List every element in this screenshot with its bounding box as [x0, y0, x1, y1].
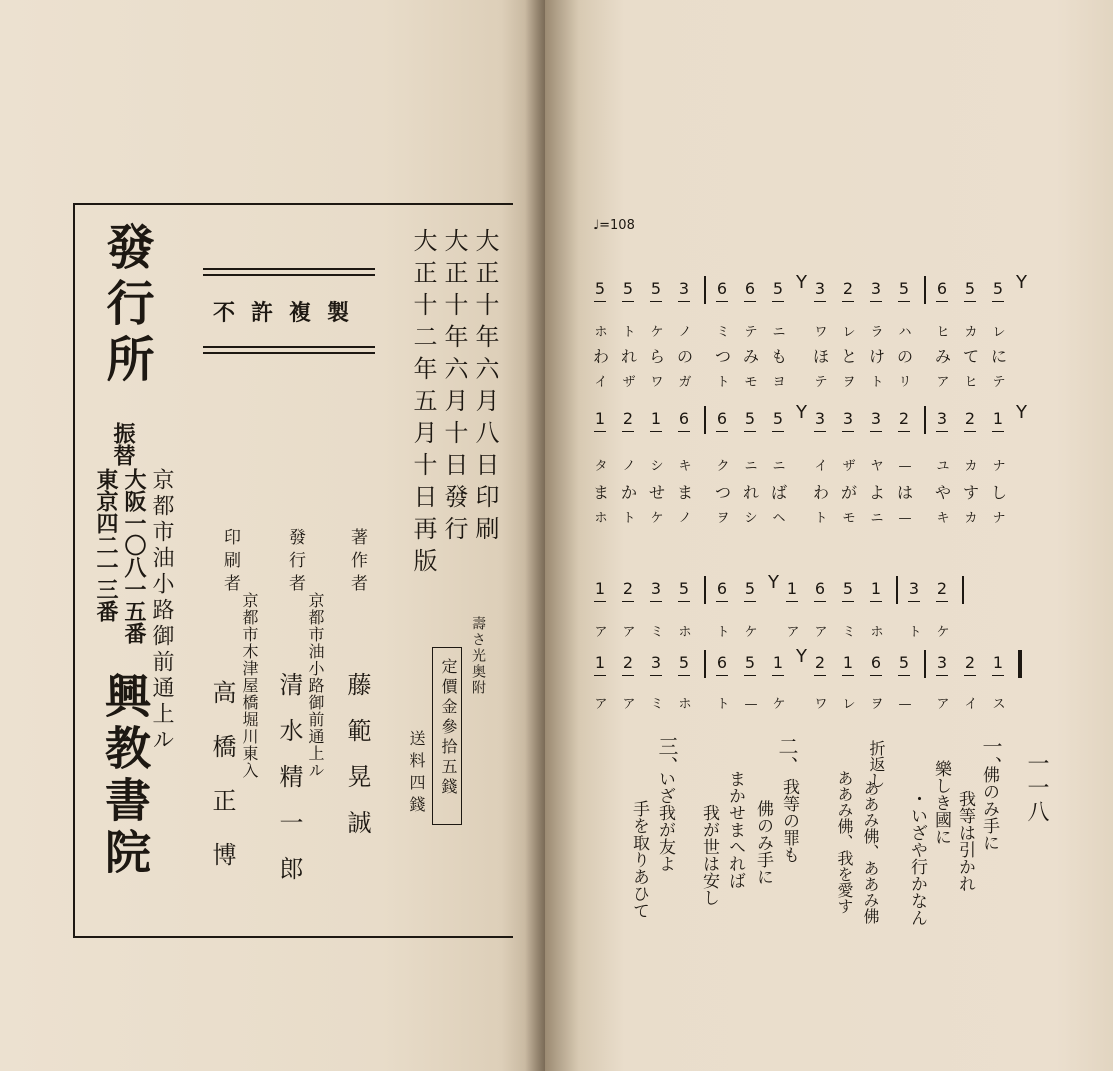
lyric-syllable: ヘ [772, 511, 786, 526]
barline [704, 406, 706, 434]
lyric-syllable: — [744, 697, 758, 712]
verse-1-line-4: ・いざや行かなん [907, 790, 927, 926]
lyric-syllable: ト [716, 697, 730, 712]
lyric-syllable: ザ [622, 375, 636, 390]
lyric-syllable: か [620, 483, 637, 502]
page-number: 一一八 [1024, 752, 1049, 824]
lyric-syllable: ア [622, 625, 636, 640]
lyric-syllable: ヤ [870, 459, 884, 474]
lyric-syllable: ヲ [716, 511, 730, 526]
publisher-address: 京都市油小路御前通上ル [306, 592, 325, 779]
lyric-syllable: テ [744, 325, 758, 340]
verse-2-line-3: まかせまへれば [725, 770, 745, 889]
lyric-syllable: に [990, 347, 1007, 366]
note: 5 [674, 578, 694, 600]
barline [924, 650, 926, 678]
lyric-syllable: ケ [744, 625, 758, 640]
lyric-row [590, 346, 1007, 368]
note: 6 [810, 578, 830, 600]
lyric-syllable: ノ [678, 511, 692, 526]
lyric-syllable: カ [964, 325, 978, 340]
lyric-syllable: イ [964, 697, 978, 712]
lyric-syllable: よ [868, 483, 885, 502]
lyric-syllable: ア [814, 625, 828, 640]
lyric-syllable: — [898, 697, 912, 712]
barline [704, 576, 706, 604]
lyric-syllable: ア [786, 625, 800, 640]
lyric-syllable: れ [620, 347, 637, 366]
note: 5 [838, 578, 858, 600]
copyright-badge: 不許複製 [212, 300, 365, 326]
lyric-syllable: わ [812, 483, 829, 502]
note: 2 [618, 652, 638, 674]
lyric-syllable: ば [770, 483, 787, 502]
lyric-syllable: シ [744, 511, 758, 526]
lyric-syllable: — [898, 511, 912, 526]
music-row-4 [590, 646, 1004, 674]
lyric-syllable: レ [992, 325, 1006, 340]
lyric-syllable: ら [648, 347, 665, 366]
lyric-row [590, 322, 1006, 344]
lyric-syllable: ハ [898, 325, 912, 340]
office-name: 興教書院 [98, 672, 152, 880]
lyric-syllable: み [742, 347, 759, 366]
copyright-badge-frame [203, 268, 375, 356]
verse-3-label: 三、 [655, 736, 679, 776]
lyric-syllable: の [896, 347, 913, 366]
note: 3 [932, 408, 952, 430]
lyric-syllable: の [676, 347, 693, 366]
note: 3 [904, 578, 924, 600]
note: 2 [960, 408, 980, 430]
verse-2-line-1: 佛のみ手に [753, 800, 773, 885]
verse-2-label: 二、 [775, 736, 799, 776]
lyric-syllable: ほ [812, 347, 829, 366]
lyric-syllable: ヒ [964, 375, 978, 390]
note: 3 [932, 652, 952, 674]
barline [924, 276, 926, 304]
lyric-syllable: ま [676, 483, 693, 502]
lyric-syllable: ワ [650, 375, 664, 390]
lyric-syllable: ト [870, 375, 884, 390]
lyric-syllable: ト [716, 375, 730, 390]
note: 3 [810, 408, 830, 430]
lyric-syllable: ア [936, 697, 950, 712]
barline [704, 650, 706, 678]
note: 3 [810, 278, 830, 300]
furikae-accounts: 大阪一〇八一五番 東京四二一三番 [93, 468, 147, 644]
note: 6 [712, 278, 732, 300]
music-row-3 [590, 572, 1000, 600]
verse-2-line-2: 我等の罪も [779, 778, 799, 863]
lyric-syllable: ク [716, 459, 730, 474]
lyric-syllable: ナ [992, 511, 1006, 526]
music-row-1 [590, 272, 1027, 300]
note: 6 [674, 408, 694, 430]
lyric-syllable: ラ [870, 325, 884, 340]
lyric-syllable: ホ [594, 325, 608, 340]
lyric-syllable: ワ [814, 325, 828, 340]
verse-3-line-2: 手を取りあひて [629, 800, 649, 919]
lyric-row [590, 622, 1000, 644]
lyric-syllable: せ [648, 483, 665, 502]
note: 2 [810, 652, 830, 674]
breath-mark: Y [796, 272, 807, 293]
note: 1 [590, 408, 610, 430]
lyric-syllable: ヒ [936, 325, 950, 340]
lyric-syllable: ま [592, 483, 609, 502]
lyric-syllable: ア [594, 697, 608, 712]
lyric-syllable: ガ [678, 375, 692, 390]
note: 1 [646, 408, 666, 430]
barline [924, 406, 926, 434]
lyric-syllable: リ [898, 375, 912, 390]
print-date: 大正十年六月八日印刷 [471, 228, 499, 548]
note: 1 [782, 578, 802, 600]
music-row-2 [590, 402, 1027, 430]
lyric-row [590, 508, 1006, 530]
verse-1-line-1: 佛のみ手に [979, 766, 999, 851]
author-name: 藤範晃誠 [343, 672, 371, 856]
lyric-syllable: カ [964, 511, 978, 526]
note: 2 [618, 408, 638, 430]
note: 1 [590, 578, 610, 600]
furikae-label: 振替 [110, 422, 136, 466]
note: 1 [988, 652, 1008, 674]
note: 5 [960, 278, 980, 300]
note: 5 [740, 408, 760, 430]
author-role: 著作者 [347, 528, 367, 597]
note: 5 [618, 278, 638, 300]
lyric-syllable: ア [594, 625, 608, 640]
lyric-syllable: レ [842, 697, 856, 712]
lyric-syllable: ケ [936, 625, 950, 640]
barline [1018, 650, 1022, 678]
note: 6 [712, 408, 732, 430]
lyric-syllable: イ [814, 459, 828, 474]
verse-1-label: 一、 [979, 736, 1003, 776]
lyric-syllable: キ [936, 511, 950, 526]
note: 5 [768, 278, 788, 300]
lyric-syllable: ケ [772, 697, 786, 712]
lyric-syllable: カ [964, 459, 978, 474]
note: 2 [894, 408, 914, 430]
refrain-label: 折返し [867, 740, 886, 788]
lyric-syllable: テ [992, 375, 1006, 390]
lyric-syllable: ミ [650, 625, 664, 640]
refrain-line-2: ああみ佛、我を愛す [835, 770, 854, 914]
lyric-syllable: ニ [772, 325, 786, 340]
note: 2 [838, 278, 858, 300]
note: 3 [866, 278, 886, 300]
note: 3 [838, 408, 858, 430]
barline [962, 576, 964, 604]
price: 定價金參拾五錢 [439, 658, 458, 798]
note: 3 [866, 408, 886, 430]
breath-mark: Y [1016, 402, 1027, 423]
note: 1 [838, 652, 858, 674]
refrain-line-1: ああみ佛、ああみ佛 [861, 780, 880, 924]
breath-mark: Y [768, 572, 779, 593]
office-address: 京都市油小路御前通上ル [149, 468, 174, 754]
note: 3 [646, 578, 666, 600]
note: 5 [768, 408, 788, 430]
note: 5 [740, 578, 760, 600]
postage: 送料四錢 [407, 730, 426, 818]
note: 5 [590, 278, 610, 300]
lyric-syllable: シ [650, 459, 664, 474]
lyric-syllable: キ [678, 459, 692, 474]
lyric-syllable: が [840, 483, 857, 502]
barline [704, 276, 706, 304]
lyric-syllable: ナ [992, 459, 1006, 474]
note: 1 [768, 652, 788, 674]
publisher-role: 發行者 [285, 528, 305, 597]
left-page [0, 0, 545, 1071]
lyric-row [590, 456, 1006, 478]
lyric-syllable: ケ [650, 511, 664, 526]
lyric-syllable: ホ [678, 697, 692, 712]
lyric-row [590, 694, 1006, 716]
note: 5 [894, 278, 914, 300]
note: 6 [712, 652, 732, 674]
lyric-syllable: ミ [650, 697, 664, 712]
note: 2 [932, 578, 952, 600]
lyric-syllable: ザ [842, 459, 856, 474]
note: 6 [740, 278, 760, 300]
publisher-name: 清水精一郎 [275, 672, 303, 902]
lyric-syllable: て [962, 347, 979, 366]
note: 6 [712, 578, 732, 600]
lyric-syllable: ユ [936, 459, 950, 474]
tempo-marking [593, 218, 635, 233]
lyric-syllable: ニ [870, 511, 884, 526]
lyric-syllable: モ [744, 375, 758, 390]
lyric-syllable: ノ [622, 459, 636, 474]
lyric-syllable: も [770, 347, 787, 366]
lyric-syllable: す [962, 483, 979, 502]
note: 5 [646, 278, 666, 300]
lyric-syllable: ヲ [870, 697, 884, 712]
lyric-row [590, 482, 1007, 504]
lyric-syllable: み [934, 347, 951, 366]
note: 6 [932, 278, 952, 300]
breath-mark: Y [796, 402, 807, 423]
note: 5 [674, 652, 694, 674]
barline [896, 576, 898, 604]
lyric-syllable: ホ [594, 511, 608, 526]
issue-date: 大正十年六月十日發行 [440, 228, 468, 548]
note: 1 [866, 578, 886, 600]
lyric-syllable: ヲ [842, 375, 856, 390]
lyric-syllable: ミ [842, 625, 856, 640]
lyric-syllable: ホ [870, 625, 884, 640]
lyric-syllable: — [898, 459, 912, 474]
lyric-syllable: ト [622, 325, 636, 340]
note: 5 [988, 278, 1008, 300]
lyric-syllable: イ [594, 375, 608, 390]
tempo-value: =108 [599, 218, 635, 233]
note: 3 [674, 278, 694, 300]
lyric-syllable: ト [908, 625, 922, 640]
quarter-note-icon: ♩ [593, 218, 600, 233]
lyric-syllable: ニ [744, 459, 758, 474]
lyric-syllable: レ [842, 325, 856, 340]
lyric-syllable: や [934, 483, 951, 502]
breath-mark: Y [796, 646, 807, 667]
verse-2-line-4: 我が世は安し [699, 804, 719, 906]
reprint-date: 大正十二年五月十日再版 [409, 228, 437, 580]
right-page [545, 0, 1113, 1071]
lyric-syllable: と [840, 347, 857, 366]
note: 1 [590, 652, 610, 674]
printer-address: 京都市木津屋橋堀川東入 [240, 592, 259, 779]
lyric-syllable: ス [992, 697, 1006, 712]
breath-mark: Y [1016, 272, 1027, 293]
note: 2 [618, 578, 638, 600]
lyric-syllable: は [896, 483, 913, 502]
lyric-syllable: ア [936, 375, 950, 390]
note: 3 [646, 652, 666, 674]
lyric-syllable: ト [814, 511, 828, 526]
lyric-syllable: ノ [678, 325, 692, 340]
lyric-syllable: タ [594, 459, 608, 474]
lyric-syllable: ケ [650, 325, 664, 340]
note: 5 [894, 652, 914, 674]
lyric-row [590, 372, 1006, 394]
lyric-syllable: し [990, 483, 1007, 502]
lyric-syllable: テ [814, 375, 828, 390]
lyric-syllable: つ [714, 347, 731, 366]
lyric-syllable: ア [622, 697, 636, 712]
lyric-syllable: ニ [772, 459, 786, 474]
verse-3-line-1: いざ我が友よ [655, 770, 675, 872]
verse-1-line-3: 樂しき國に [931, 760, 951, 845]
lyric-syllable: け [868, 347, 885, 366]
note: 6 [866, 652, 886, 674]
lyric-syllable: つ [714, 483, 731, 502]
lyric-syllable: れ [742, 483, 759, 502]
lyric-syllable: ト [622, 511, 636, 526]
lyric-syllable: モ [842, 511, 856, 526]
lyric-syllable: ミ [716, 325, 730, 340]
verse-1-line-2: 我等は引かれ [955, 790, 975, 892]
note: 1 [988, 408, 1008, 430]
lyric-syllable: ト [716, 625, 730, 640]
lyric-syllable: ホ [678, 625, 692, 640]
lyric-syllable: わ [592, 347, 609, 366]
book-title-note: 壽さ光奥附 [470, 616, 486, 696]
lyric-syllable: ヨ [772, 375, 786, 390]
note: 2 [960, 652, 980, 674]
printer-name: 高橋正博 [208, 680, 236, 896]
lyric-syllable: ワ [814, 697, 828, 712]
note: 5 [740, 652, 760, 674]
publisher-office-label: 發行所 [98, 222, 154, 390]
printer-role: 印刷者 [220, 528, 240, 597]
